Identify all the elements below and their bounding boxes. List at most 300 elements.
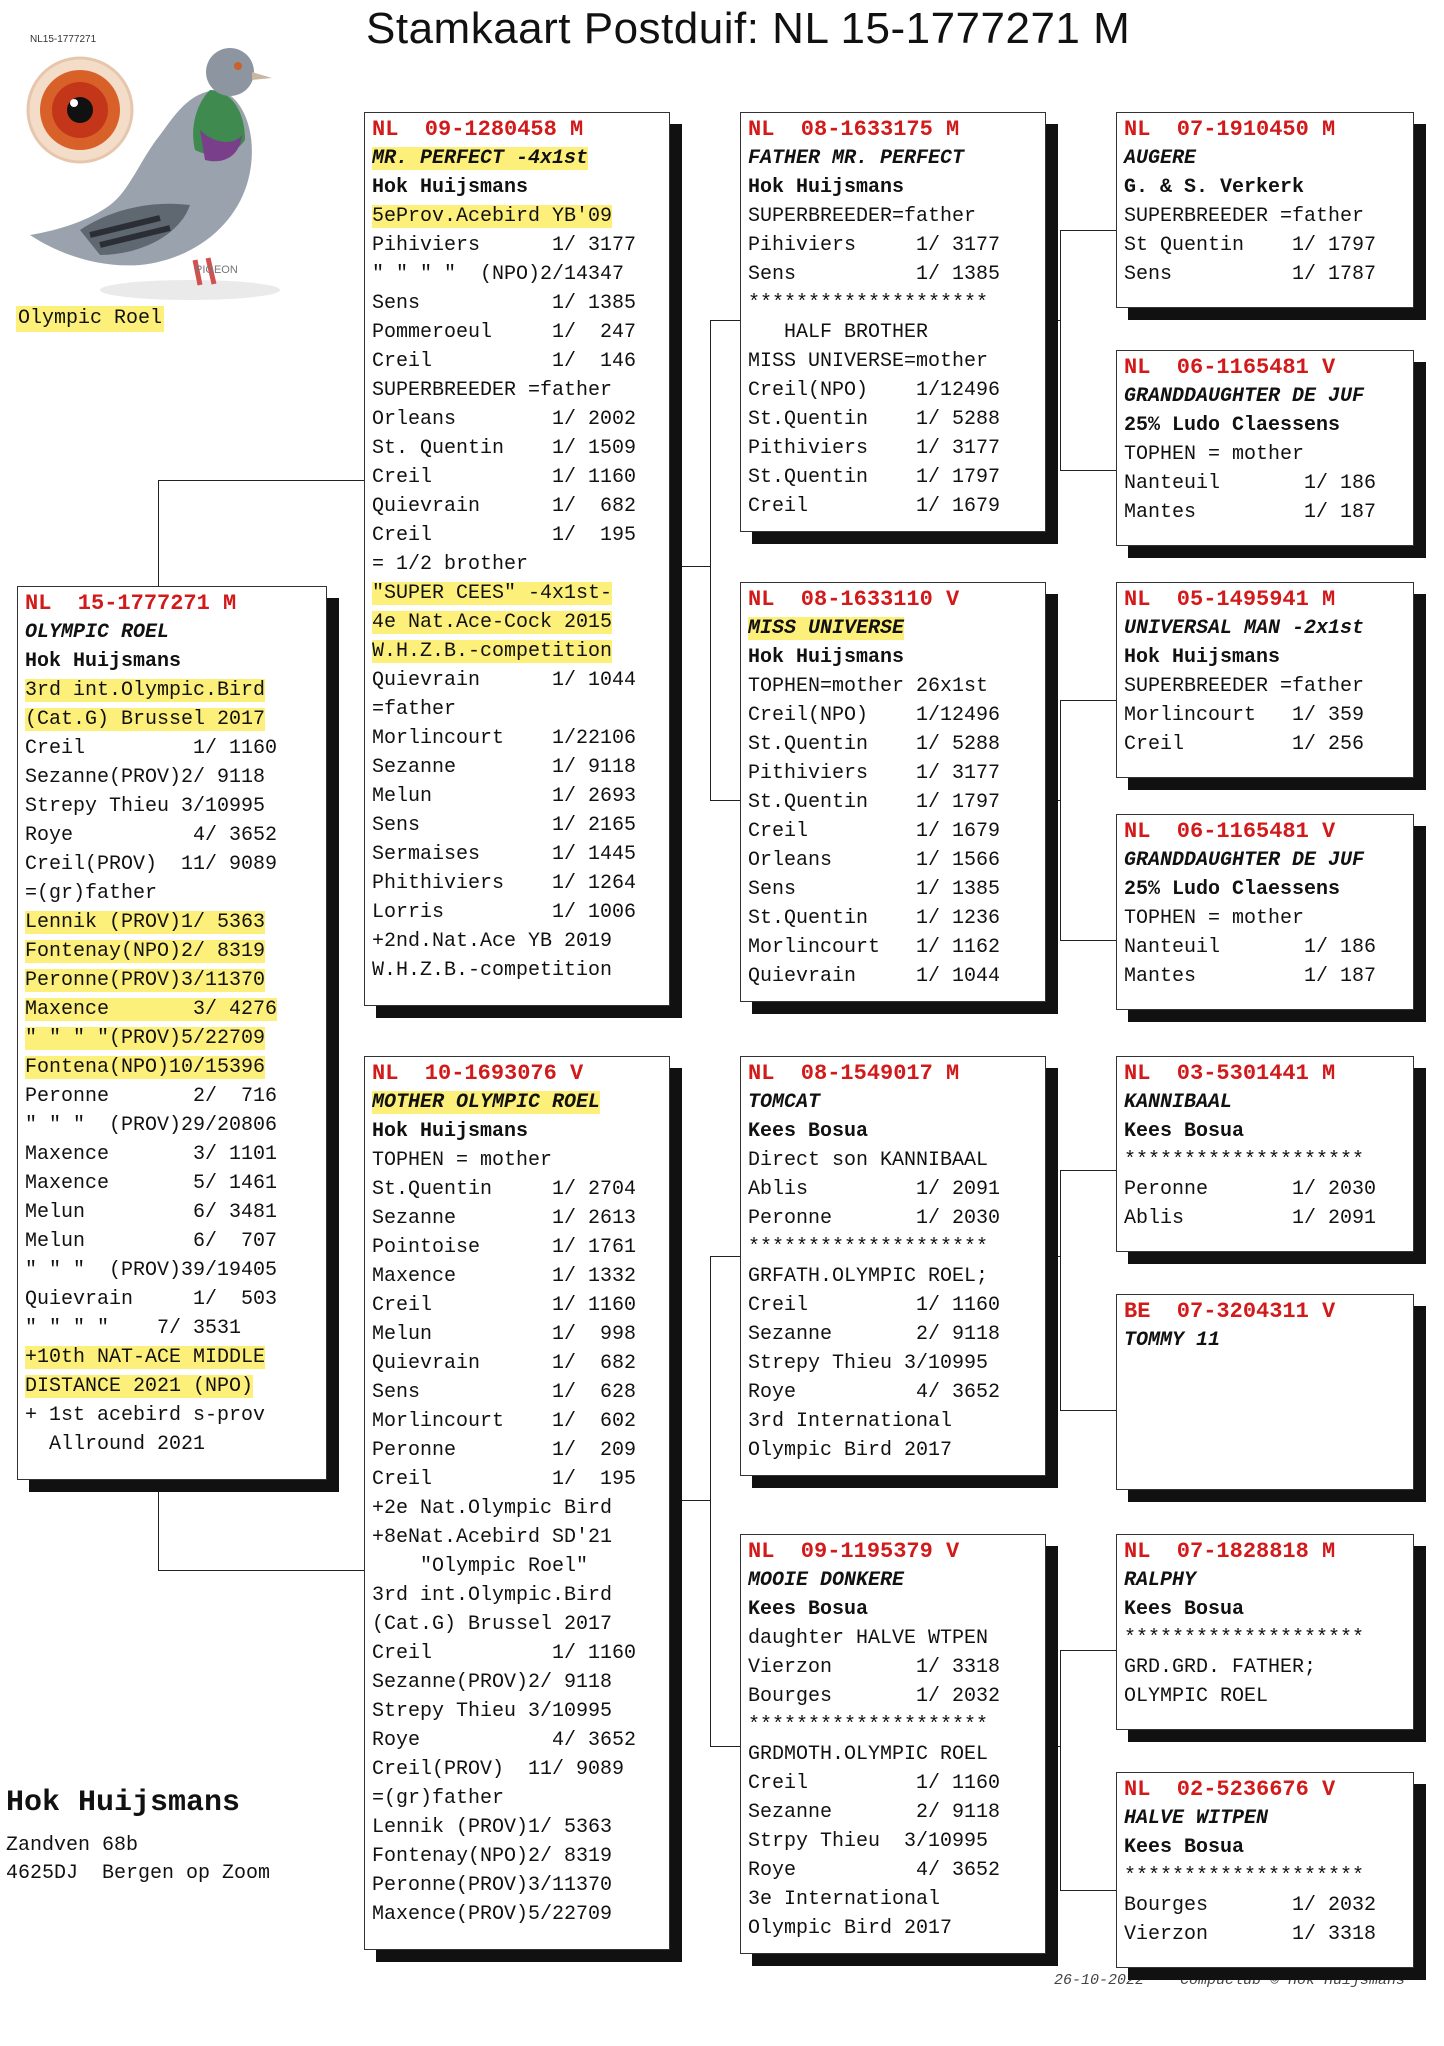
line-text: St.Quentin 1/ 1797 bbox=[748, 791, 1001, 814]
result-line bbox=[371, 1581, 669, 1610]
pigeon-name bbox=[747, 1566, 1045, 1595]
line-text: SUPERBREEDER =father bbox=[1124, 675, 1365, 698]
line-text: Pithiviers 1/ 3177 bbox=[748, 437, 1001, 460]
pigeon-name bbox=[1123, 1326, 1413, 1355]
pedigree-card-mother[interactable] bbox=[364, 1056, 670, 1950]
result-line bbox=[371, 956, 669, 985]
connector-father bbox=[710, 320, 740, 321]
result-line bbox=[747, 1856, 1045, 1885]
result-line bbox=[747, 1624, 1045, 1653]
connector-subject bbox=[158, 480, 159, 586]
line-text: Quievrain 1/ 1044 bbox=[372, 669, 637, 692]
result-line bbox=[371, 1262, 669, 1291]
result-line bbox=[24, 1285, 326, 1314]
line-text: St.Quentin 1/ 5288 bbox=[748, 408, 1001, 431]
line-text: Hok Huijsmans bbox=[748, 176, 905, 199]
line-text: Creil 1/ 1160 bbox=[372, 1642, 637, 1665]
result-line bbox=[371, 1871, 669, 1900]
result-line bbox=[1123, 440, 1413, 469]
pedigree-card-ggf-1[interactable] bbox=[1116, 112, 1414, 308]
result-line bbox=[371, 1378, 669, 1407]
pedigree-card-maternal-grandmother[interactable] bbox=[740, 1534, 1046, 1954]
line-text: Hok Huijsmans bbox=[1124, 646, 1281, 669]
line-text: Lennik (PROV)1/ 5363 bbox=[25, 911, 266, 934]
ring-number: NL 02-5236676 V bbox=[1124, 1777, 1336, 1802]
result-line bbox=[24, 1198, 326, 1227]
line-text: Nanteuil 1/ 186 bbox=[1124, 472, 1377, 495]
pedigree-card-ggm-3[interactable] bbox=[1116, 1294, 1414, 1490]
line-text: Melun 1/ 2693 bbox=[372, 785, 637, 808]
line-text: Sezanne(PROV)2/ 9118 bbox=[25, 766, 266, 789]
line-text: TOMCAT bbox=[748, 1091, 821, 1114]
line-text: 25% Ludo Claessens bbox=[1124, 414, 1341, 437]
line-text: " " " (PROV)29/20806 bbox=[25, 1114, 278, 1137]
pedigree-card-paternal-grandfather[interactable] bbox=[740, 112, 1046, 532]
result-line bbox=[747, 260, 1045, 289]
pigeon-name bbox=[24, 618, 326, 647]
line-text: Peronne(PROV)3/11370 bbox=[25, 969, 266, 992]
result-line bbox=[747, 1711, 1045, 1740]
ring-number: NL 06-1165481 V bbox=[1124, 819, 1336, 844]
line-text: Morlincourt 1/ 1162 bbox=[748, 936, 1001, 959]
line-text: FATHER MR. PERFECT bbox=[748, 147, 965, 170]
owner-name bbox=[1123, 1595, 1413, 1624]
result-line bbox=[747, 1349, 1045, 1378]
line-text: OLYMPIC ROEL bbox=[25, 621, 170, 644]
result-line bbox=[1123, 1175, 1413, 1204]
result-line bbox=[1123, 730, 1413, 759]
connector-ff bbox=[1060, 470, 1116, 471]
result-line bbox=[371, 434, 669, 463]
pedigree-card-ggm-4[interactable] bbox=[1116, 1772, 1414, 1968]
line-text: Kees Bosua bbox=[748, 1598, 869, 1621]
result-line bbox=[24, 966, 326, 995]
line-text: (Cat.G) Brussel 2017 bbox=[372, 1613, 613, 1636]
line-text: Mantes 1/ 187 bbox=[1124, 965, 1377, 988]
result-line bbox=[747, 1262, 1045, 1291]
line-text: Sens 1/ 1787 bbox=[1124, 263, 1377, 286]
line-text: Roye 4/ 3652 bbox=[25, 824, 278, 847]
result-line bbox=[747, 1320, 1045, 1349]
line-text: Sens 1/ 1385 bbox=[748, 263, 1001, 286]
pigeon-name bbox=[747, 144, 1045, 173]
line-text: " " " " 7/ 3531 bbox=[25, 1317, 242, 1340]
result-line bbox=[371, 1175, 669, 1204]
line-text: Melun 6/ 707 bbox=[25, 1230, 278, 1253]
line-text: St.Quentin 1/ 1236 bbox=[748, 907, 1001, 930]
line-text: Hok Huijsmans bbox=[25, 650, 182, 673]
pigeon-name bbox=[371, 1088, 669, 1117]
line-text: (Cat.G) Brussel 2017 bbox=[25, 708, 266, 731]
result-line bbox=[747, 1436, 1045, 1465]
ring-number: NL 08-1633175 M bbox=[748, 117, 960, 142]
line-text: Bourges 1/ 2032 bbox=[748, 1685, 1001, 1708]
result-line bbox=[747, 1769, 1045, 1798]
line-text: Ablis 1/ 2091 bbox=[1124, 1207, 1377, 1230]
line-text: Pointoise 1/ 1761 bbox=[372, 1236, 637, 1259]
ring-number: NL 08-1549017 M bbox=[748, 1061, 960, 1086]
result-line bbox=[24, 1372, 326, 1401]
line-text: Pithiviers 1/ 3177 bbox=[748, 762, 1001, 785]
result-line bbox=[371, 1755, 669, 1784]
pigeon-photo bbox=[20, 30, 300, 310]
ring-number: BE 07-3204311 V bbox=[1124, 1299, 1336, 1324]
result-line bbox=[371, 376, 669, 405]
result-line bbox=[371, 318, 669, 347]
result-line bbox=[371, 869, 669, 898]
line-text: Lorris 1/ 1006 bbox=[372, 901, 637, 924]
ring-number: NL 15-1777271 M bbox=[25, 591, 237, 616]
line-text: =father bbox=[372, 698, 457, 721]
pigeon-name bbox=[1123, 1088, 1413, 1117]
line-text: Sezanne 1/ 2613 bbox=[372, 1207, 637, 1230]
line-text: DISTANCE 2021 (NPO) bbox=[25, 1375, 254, 1398]
result-line bbox=[747, 1798, 1045, 1827]
line-text: TOPHEN = mother bbox=[1124, 443, 1305, 466]
line-text: Maxence 5/ 1461 bbox=[25, 1172, 278, 1195]
line-text: Creil 1/ 1679 bbox=[748, 495, 1001, 518]
line-text: ******************** bbox=[1124, 1627, 1365, 1650]
line-text: MOOIE DONKERE bbox=[748, 1569, 905, 1592]
pigeon-name bbox=[371, 144, 669, 173]
connector-mf bbox=[1060, 1410, 1116, 1411]
pigeon-name bbox=[1123, 382, 1413, 411]
connector-subject bbox=[158, 480, 364, 481]
line-text: Pommeroeul 1/ 247 bbox=[372, 321, 637, 344]
result-line bbox=[747, 1885, 1045, 1914]
result-line bbox=[371, 1900, 669, 1929]
line-text: 3rd int.Olympic.Bird bbox=[25, 679, 266, 702]
result-line bbox=[1123, 1891, 1413, 1920]
ring-number: NL 06-1165481 V bbox=[1124, 355, 1336, 380]
line-text: Direct son KANNIBAAL bbox=[748, 1149, 989, 1172]
loft-city: 4625DJ Bergen op Zoom bbox=[6, 1862, 271, 1885]
line-text: Peronne 2/ 716 bbox=[25, 1085, 278, 1108]
result-line bbox=[371, 753, 669, 782]
owner-name bbox=[1123, 173, 1413, 202]
line-text: Sens 1/ 1385 bbox=[372, 292, 637, 315]
line-text: Strepy Thieu 3/10995 bbox=[372, 1700, 613, 1723]
line-text: SUPERBREEDER=father bbox=[748, 205, 977, 228]
result-line bbox=[747, 933, 1045, 962]
result-line bbox=[371, 637, 669, 666]
line-text: Quievrain 1/ 503 bbox=[25, 1288, 278, 1311]
result-line bbox=[371, 347, 669, 376]
line-text: 25% Ludo Claessens bbox=[1124, 878, 1341, 901]
line-text: St.Quentin 1/ 1797 bbox=[748, 466, 1001, 489]
result-line bbox=[24, 995, 326, 1024]
line-text: Sens 1/ 2165 bbox=[372, 814, 637, 837]
line-text: ******************** bbox=[748, 1236, 989, 1259]
line-text: =(gr)father bbox=[372, 1787, 505, 1810]
result-line bbox=[371, 666, 669, 695]
result-line bbox=[1123, 672, 1413, 701]
connector-ff bbox=[1060, 230, 1116, 231]
line-text: Strepy Thieu 3/10995 bbox=[25, 795, 266, 818]
result-line bbox=[1123, 231, 1413, 260]
pedigree-card-father[interactable] bbox=[364, 112, 670, 1006]
line-text: OLYMPIC ROEL bbox=[1124, 1685, 1269, 1708]
result-line bbox=[371, 1436, 669, 1465]
result-line bbox=[747, 434, 1045, 463]
line-text: daughter HALVE WTPEN bbox=[748, 1627, 989, 1650]
line-text: = 1/2 brother bbox=[372, 553, 529, 576]
result-line bbox=[1123, 1862, 1413, 1891]
result-line bbox=[24, 908, 326, 937]
result-line bbox=[371, 550, 669, 579]
line-text: W.H.Z.B.-competition bbox=[372, 640, 613, 663]
line-text: Orleans 1/ 1566 bbox=[748, 849, 1001, 872]
pedigree-card-ggf-2[interactable] bbox=[1116, 582, 1414, 778]
line-text: Creil(PROV) 11/ 9089 bbox=[25, 853, 278, 876]
owner-name bbox=[1123, 1117, 1413, 1146]
result-line bbox=[747, 875, 1045, 904]
connector-fm bbox=[1046, 800, 1060, 801]
result-line bbox=[371, 1494, 669, 1523]
result-line bbox=[24, 821, 326, 850]
result-line bbox=[24, 850, 326, 879]
result-line bbox=[747, 202, 1045, 231]
pigeon-name bbox=[1123, 1804, 1413, 1833]
result-line bbox=[24, 705, 326, 734]
line-text: Kees Bosua bbox=[748, 1120, 869, 1143]
result-line bbox=[371, 1552, 669, 1581]
line-text: Olympic Bird 2017 bbox=[748, 1917, 953, 1940]
line-text: Peronne 1/ 2030 bbox=[1124, 1178, 1377, 1201]
line-text: Quievrain 1/ 682 bbox=[372, 495, 637, 518]
ring-number: NL 03-5301441 M bbox=[1124, 1061, 1336, 1086]
pedigree-card-subject[interactable] bbox=[17, 586, 327, 1480]
loft-name: Hok Huijsmans bbox=[6, 1786, 241, 1820]
result-line bbox=[371, 811, 669, 840]
line-text: Hok Huijsmans bbox=[372, 176, 529, 199]
line-text: Creil 1/ 146 bbox=[372, 350, 637, 373]
line-text: MOTHER OLYMPIC ROEL bbox=[372, 1091, 601, 1114]
result-line bbox=[24, 1111, 326, 1140]
page-title: Stamkaart Postduif: NL 15-1777271 M bbox=[366, 4, 1131, 53]
result-line bbox=[747, 672, 1045, 701]
pedigree-card-maternal-grandfather[interactable] bbox=[740, 1056, 1046, 1476]
line-text: Roye 4/ 3652 bbox=[372, 1729, 637, 1752]
result-line bbox=[371, 1146, 669, 1175]
result-line bbox=[371, 1639, 669, 1668]
pedigree-card-paternal-grandmother[interactable] bbox=[740, 582, 1046, 1002]
line-text: Orleans 1/ 2002 bbox=[372, 408, 637, 431]
line-text: GRFATH.OLYMPIC ROEL; bbox=[748, 1265, 989, 1288]
line-text: Creil 1/ 256 bbox=[1124, 733, 1365, 756]
line-text: "Olympic Roel" bbox=[372, 1555, 589, 1578]
line-text: Melun 6/ 3481 bbox=[25, 1201, 278, 1224]
owner-name bbox=[747, 643, 1045, 672]
footer-date: 26-10-2022 bbox=[1054, 1972, 1145, 1989]
connector-mm bbox=[1060, 1650, 1116, 1651]
result-line bbox=[371, 1842, 669, 1871]
line-text: +2e Nat.Olympic Bird bbox=[372, 1497, 613, 1520]
result-line bbox=[747, 846, 1045, 875]
pedigree-card-ggm-2[interactable] bbox=[1116, 814, 1414, 1010]
connector-mother bbox=[710, 1746, 740, 1747]
pedigree-card-ggm-1[interactable] bbox=[1116, 350, 1414, 546]
line-text: Sermaises 1/ 1445 bbox=[372, 843, 637, 866]
line-text: " " " (PROV)39/19405 bbox=[25, 1259, 278, 1282]
line-text: TOMMY 11 bbox=[1124, 1329, 1221, 1352]
line-text: Creil(PROV) 11/ 9089 bbox=[372, 1758, 625, 1781]
connector-mother bbox=[668, 1500, 710, 1501]
ring-number: NL 09-1280458 M bbox=[372, 117, 584, 142]
line-text: =(gr)father bbox=[25, 882, 158, 905]
result-line bbox=[371, 782, 669, 811]
line-text: Sezanne 2/ 9118 bbox=[748, 1801, 1001, 1824]
result-line bbox=[747, 817, 1045, 846]
result-line bbox=[747, 376, 1045, 405]
line-text: " " " "(PROV)5/22709 bbox=[25, 1027, 266, 1050]
result-line bbox=[1123, 1653, 1413, 1682]
owner-name bbox=[1123, 643, 1413, 672]
pedigree-card-ggf-4[interactable] bbox=[1116, 1534, 1414, 1730]
result-line bbox=[371, 927, 669, 956]
result-line bbox=[747, 1175, 1045, 1204]
result-line bbox=[747, 405, 1045, 434]
result-line bbox=[747, 318, 1045, 347]
result-line bbox=[371, 898, 669, 927]
result-line bbox=[747, 347, 1045, 376]
result-line bbox=[371, 1349, 669, 1378]
line-text: Roye 4/ 3652 bbox=[748, 1859, 1001, 1882]
result-line bbox=[24, 1314, 326, 1343]
result-line bbox=[371, 463, 669, 492]
connector-fm bbox=[1060, 700, 1061, 940]
line-text: Peronne(PROV)3/11370 bbox=[372, 1874, 613, 1897]
pigeon-name bbox=[747, 1088, 1045, 1117]
connector-ff bbox=[1046, 320, 1060, 321]
result-line bbox=[1123, 701, 1413, 730]
pigeon-illustration bbox=[20, 30, 300, 310]
line-text: Maxence 3/ 4276 bbox=[25, 998, 278, 1021]
result-line bbox=[747, 904, 1045, 933]
line-text: St.Quentin 1/ 5288 bbox=[748, 733, 1001, 756]
result-line bbox=[371, 1233, 669, 1262]
line-text: W.H.Z.B.-competition bbox=[372, 959, 613, 982]
result-line bbox=[1123, 933, 1413, 962]
line-text: Hok Huijsmans bbox=[372, 1120, 529, 1143]
result-line bbox=[24, 1430, 326, 1459]
connector-fm bbox=[1060, 940, 1116, 941]
result-line bbox=[371, 1291, 669, 1320]
result-line bbox=[1123, 202, 1413, 231]
line-text: Bourges 1/ 2032 bbox=[1124, 1894, 1377, 1917]
pigeon-name bbox=[747, 614, 1045, 643]
line-text: Maxence 1/ 1332 bbox=[372, 1265, 637, 1288]
line-text: 3rd int.Olympic.Bird bbox=[372, 1584, 613, 1607]
result-line bbox=[371, 289, 669, 318]
connector-mm bbox=[1046, 1746, 1060, 1747]
result-line bbox=[371, 1610, 669, 1639]
result-line bbox=[371, 1784, 669, 1813]
line-text: Roye 4/ 3652 bbox=[748, 1381, 1001, 1404]
line-text: Vierzon 1/ 3318 bbox=[1124, 1923, 1377, 1946]
ring-number: NL 10-1693076 V bbox=[372, 1061, 584, 1086]
result-line bbox=[24, 1169, 326, 1198]
result-line bbox=[1123, 498, 1413, 527]
pigeon-name bbox=[1123, 144, 1413, 173]
pedigree-card-ggf-3[interactable] bbox=[1116, 1056, 1414, 1252]
line-text: Maxence(PROV)5/22709 bbox=[372, 1903, 613, 1926]
result-line bbox=[747, 1914, 1045, 1943]
connector-mm bbox=[1060, 1890, 1116, 1891]
line-text: Creil 1/ 1160 bbox=[748, 1294, 1001, 1317]
result-line bbox=[747, 463, 1045, 492]
result-line bbox=[371, 1726, 669, 1755]
ring-number: NL 05-1495941 M bbox=[1124, 587, 1336, 612]
result-line bbox=[371, 1813, 669, 1842]
owner-name bbox=[371, 173, 669, 202]
line-text: Creil 1/ 195 bbox=[372, 524, 637, 547]
result-line bbox=[747, 1653, 1045, 1682]
line-text: Creil 1/ 1160 bbox=[748, 1772, 1001, 1795]
result-line bbox=[1123, 904, 1413, 933]
result-line bbox=[747, 1407, 1045, 1436]
line-text: Fontena(NPO)10/15396 bbox=[25, 1056, 266, 1079]
line-text: Morlincourt 1/ 602 bbox=[372, 1410, 637, 1433]
loft-street: Zandven 68b bbox=[6, 1834, 139, 1857]
line-text: HALF BROTHER bbox=[748, 321, 929, 344]
line-text: + 1st acebird s-prov bbox=[25, 1404, 266, 1427]
line-text: SUPERBREEDER =father bbox=[1124, 205, 1365, 228]
line-text: Sezanne 2/ 9118 bbox=[748, 1323, 1001, 1346]
result-line bbox=[747, 1204, 1045, 1233]
result-line bbox=[371, 1407, 669, 1436]
result-line bbox=[371, 231, 669, 260]
result-line bbox=[1123, 1682, 1413, 1711]
result-line bbox=[371, 1523, 669, 1552]
pigeon-name bbox=[1123, 614, 1413, 643]
line-text: 4e Nat.Ace-Cock 2015 bbox=[372, 611, 613, 634]
line-text: Kees Bosua bbox=[1124, 1836, 1245, 1859]
result-line bbox=[24, 879, 326, 908]
result-line bbox=[371, 1697, 669, 1726]
photo-id-label: NL15-1777271 bbox=[30, 34, 97, 45]
connector-subject bbox=[158, 1570, 364, 1571]
result-line bbox=[371, 260, 669, 289]
result-line bbox=[24, 1140, 326, 1169]
owner-name bbox=[747, 173, 1045, 202]
result-line bbox=[371, 202, 669, 231]
owner-name bbox=[747, 1117, 1045, 1146]
brand-label: PIGEON bbox=[195, 264, 238, 276]
line-text: Phithiviers 1/ 1264 bbox=[372, 872, 637, 895]
line-text: Sens 1/ 628 bbox=[372, 1381, 637, 1404]
line-text: GRANDDAUGHTER DE JUF bbox=[1124, 385, 1365, 408]
line-text: Kees Bosua bbox=[1124, 1598, 1245, 1621]
line-text: Ablis 1/ 2091 bbox=[748, 1178, 1001, 1201]
result-line bbox=[747, 1740, 1045, 1769]
line-text: Pihiviers 1/ 3177 bbox=[372, 234, 637, 257]
line-text: Creil(NPO) 1/12496 bbox=[748, 704, 1001, 727]
result-line bbox=[747, 231, 1045, 260]
line-text: TOPHEN = mother bbox=[372, 1149, 553, 1172]
line-text: MR. PERFECT -4x1st bbox=[372, 147, 589, 170]
result-line bbox=[747, 289, 1045, 318]
result-line bbox=[747, 788, 1045, 817]
line-text: Sens 1/ 1385 bbox=[748, 878, 1001, 901]
line-text: Vierzon 1/ 3318 bbox=[748, 1656, 1001, 1679]
connector-subject bbox=[158, 1480, 159, 1570]
line-text: UNIVERSAL MAN -2x1st bbox=[1124, 617, 1365, 640]
line-text: GRDMOTH.OLYMPIC ROEL bbox=[748, 1743, 989, 1766]
result-line bbox=[24, 937, 326, 966]
result-line bbox=[24, 1401, 326, 1430]
line-text: SUPERBREEDER =father bbox=[372, 379, 613, 402]
